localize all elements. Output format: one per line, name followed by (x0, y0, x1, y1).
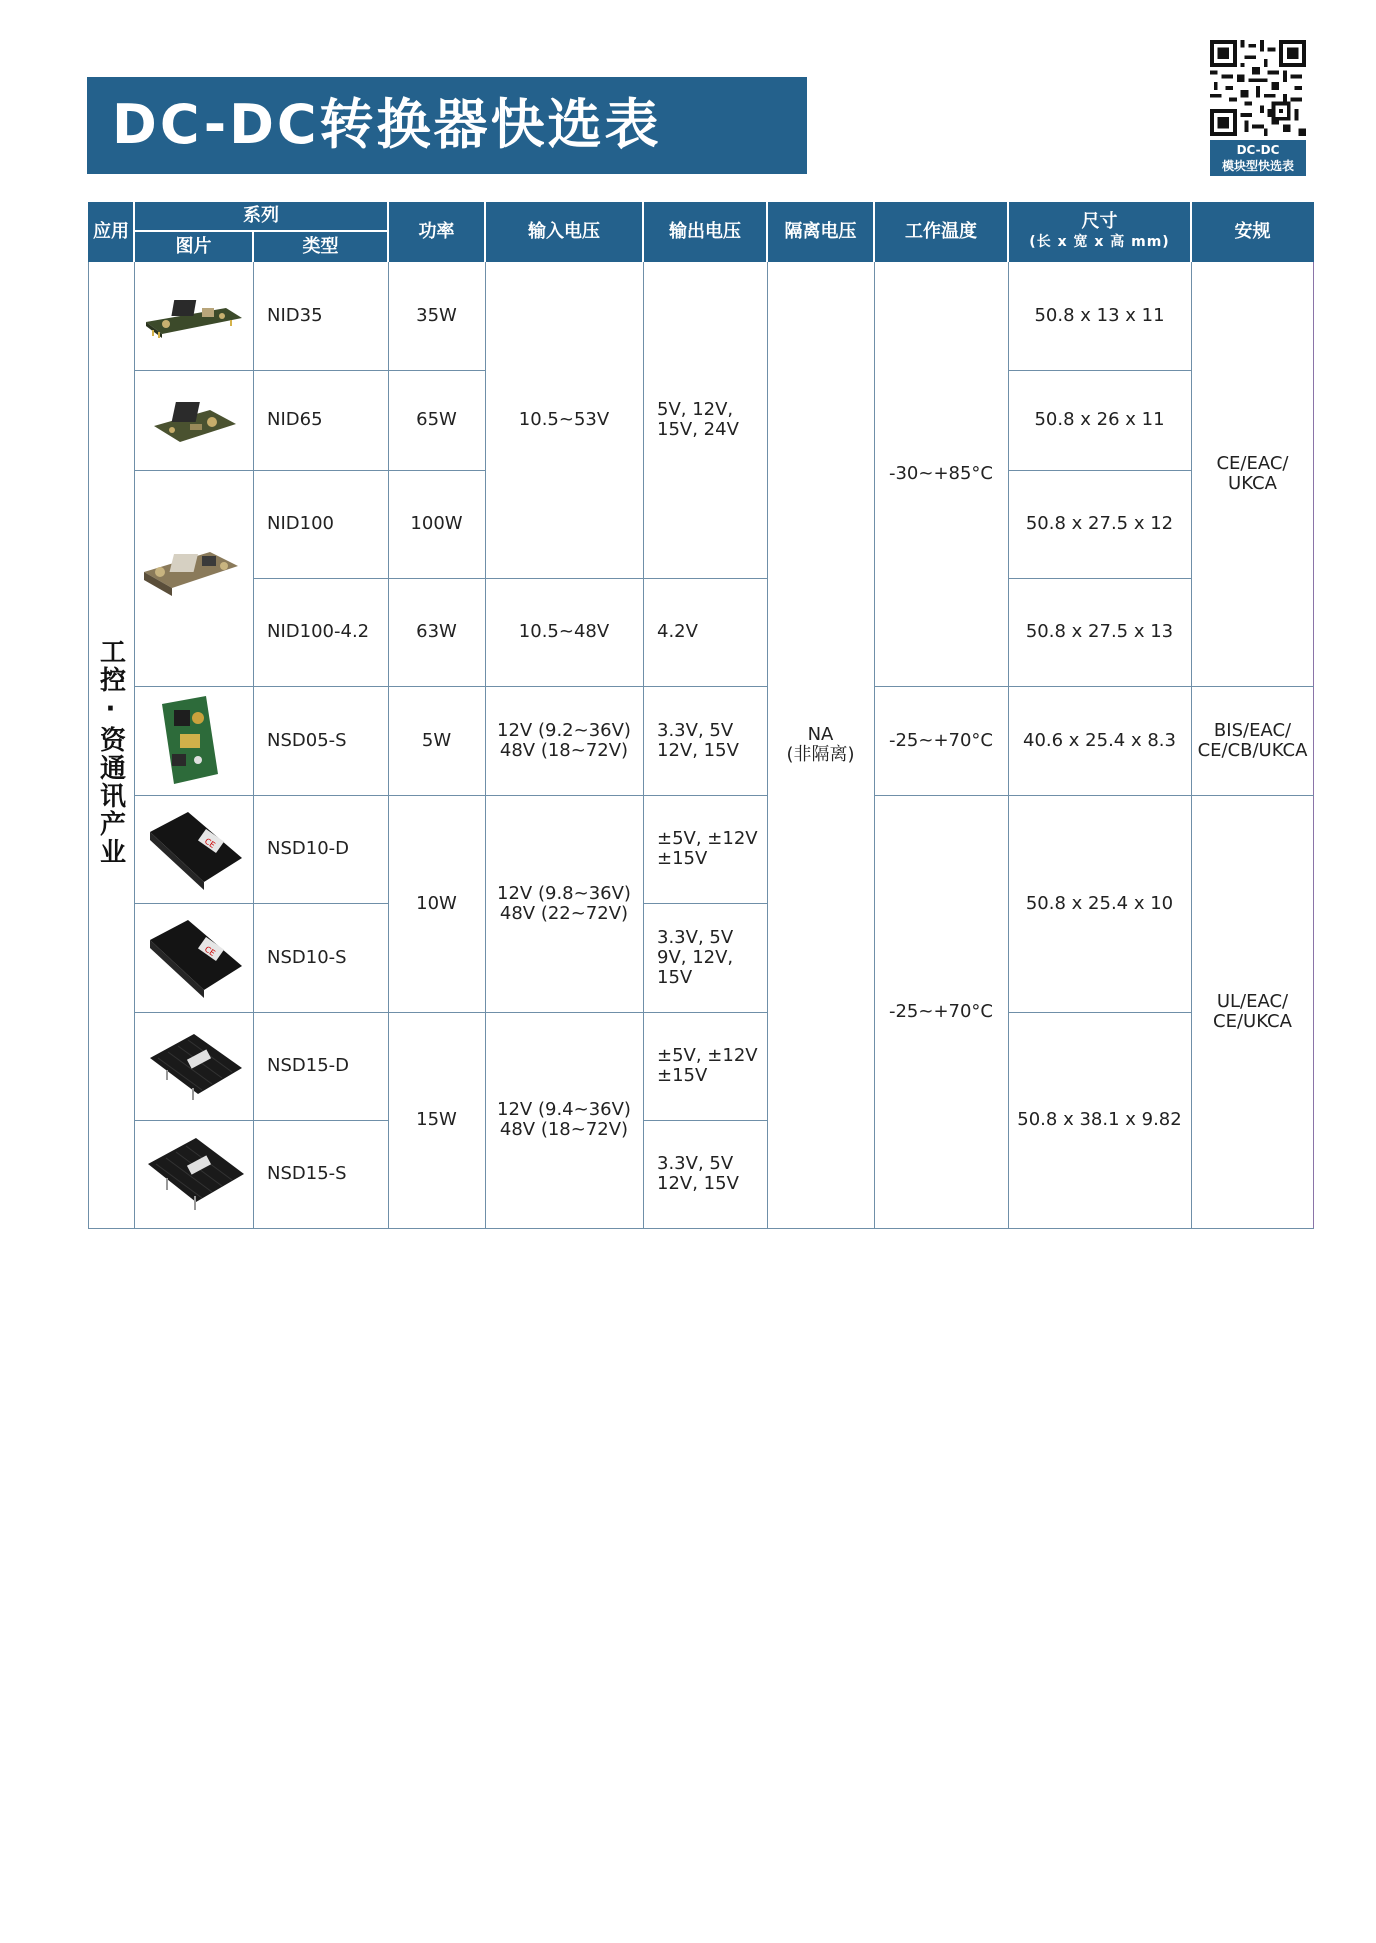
output-voltage-cell: 3.3V, 5V 9V, 12V, 15V (657, 926, 734, 988)
header-input-voltage: 输入电压 (485, 202, 643, 262)
size-cell: 40.6 x 25.4 x 8.3 (1023, 729, 1176, 751)
power-cell: 15W (416, 1109, 457, 1130)
type-cell: NID100-4.2 (267, 621, 370, 642)
qr-caption-line-2: 模块型快选表 (1221, 159, 1294, 173)
operating-temp-cell: -25~+70°C (888, 729, 994, 751)
safety-cell: UL/EAC/ CE/UKCA (1213, 990, 1292, 1032)
power-cell: 63W (416, 621, 457, 642)
application-label: 工控·资通讯产业 (95, 638, 126, 866)
nid100-module-icon (140, 538, 242, 600)
nsd15-s-module-icon (146, 1132, 246, 1218)
nsd15-d-module-icon (148, 1028, 244, 1108)
type-cell: NSD15-S (267, 1163, 347, 1184)
qr-caption (1210, 140, 1306, 176)
nsd05-module-icon (154, 694, 224, 786)
type-cell: NID100 (267, 513, 334, 534)
type-cell: NID35 (267, 305, 323, 326)
nsd10-s-module-icon (148, 916, 244, 1002)
input-voltage-cell: 10.5~53V (518, 409, 610, 430)
isolation-voltage-cell: NA (非隔离) (786, 724, 855, 765)
input-voltage-cell: 12V (9.8~36V) 48V (22~72V) (497, 882, 631, 924)
type-cell: NID65 (267, 409, 323, 430)
size-cell: 50.8 x 26 x 11 (1034, 409, 1165, 430)
power-cell: 10W (416, 892, 457, 914)
power-cell: 5W (421, 729, 452, 751)
output-voltage-cell: 3.3V, 5V 12V, 15V (657, 719, 739, 761)
size-cell: 50.8 x 27.5 x 13 (1025, 621, 1174, 642)
output-voltage-cell: ±5V, ±12V ±15V (657, 828, 758, 869)
svg-text:CE: CE (202, 944, 217, 958)
output-voltage-cell: 5V, 12V, 15V, 24V (657, 399, 739, 440)
type-cell: NSD10-S (267, 946, 347, 968)
size-cell: 50.8 x 25.4 x 10 (1025, 892, 1174, 914)
input-voltage-cell: 12V (9.2~36V) 48V (18~72V) (497, 719, 631, 761)
nid35-module-icon (142, 290, 246, 342)
output-voltage-cell: 3.3V, 5V 12V, 15V (657, 1153, 739, 1194)
qr-caption-line-1: DC-DC (1236, 143, 1280, 157)
svg-text:CE: CE (202, 836, 217, 850)
header-power: 功率 (388, 202, 485, 262)
power-cell: 100W (410, 513, 463, 534)
size-cell: 50.8 x 38.1 x 9.82 (1017, 1109, 1182, 1130)
size-cell: 50.8 x 27.5 x 12 (1025, 513, 1174, 534)
type-cell: NSD10-D (267, 838, 350, 859)
input-voltage-cell: 10.5~48V (518, 621, 610, 642)
size-cell: 50.8 x 13 x 11 (1034, 305, 1165, 326)
power-cell: 35W (416, 305, 457, 326)
nid65-module-icon (150, 392, 240, 448)
header-series: 系列 (134, 202, 388, 230)
header-operating-temp: 工作温度 (874, 202, 1008, 262)
header-safety: 安规 (1191, 202, 1314, 262)
header-size-unit: (长 x 宽 x 高 mm) (1029, 234, 1170, 250)
output-voltage-cell: ±5V, ±12V ±15V (657, 1045, 758, 1086)
qr-code-icon[interactable] (1210, 38, 1306, 138)
header-type: 类型 (253, 232, 388, 262)
header-output-voltage: 输出电压 (643, 202, 767, 262)
output-voltage-cell: 4.2V (657, 621, 698, 642)
header-isolation-voltage: 隔离电压 (767, 202, 874, 262)
qr-block[interactable] (1210, 38, 1306, 176)
safety-cell: CE/EAC/ UKCA (1216, 453, 1289, 494)
type-cell: NSD05-S (267, 729, 347, 751)
safety-cell: BIS/EAC/ CE/CB/UKCA (1197, 719, 1308, 761)
header-size-label: 尺寸 (1081, 211, 1118, 232)
type-cell: NSD15-D (267, 1055, 350, 1076)
header-size (1008, 202, 1191, 262)
input-voltage-cell: 12V (9.4~36V) 48V (18~72V) (497, 1099, 631, 1140)
page-title: DC-DC转换器快选表 (112, 93, 662, 156)
power-cell: 65W (416, 409, 457, 430)
header-image: 图片 (134, 232, 253, 262)
operating-temp-cell: -30~+85°C (888, 463, 994, 484)
operating-temp-cell: -25~+70°C (888, 1000, 994, 1022)
header-application: 应用 (88, 202, 134, 262)
nsd10-d-module-icon (148, 810, 244, 894)
